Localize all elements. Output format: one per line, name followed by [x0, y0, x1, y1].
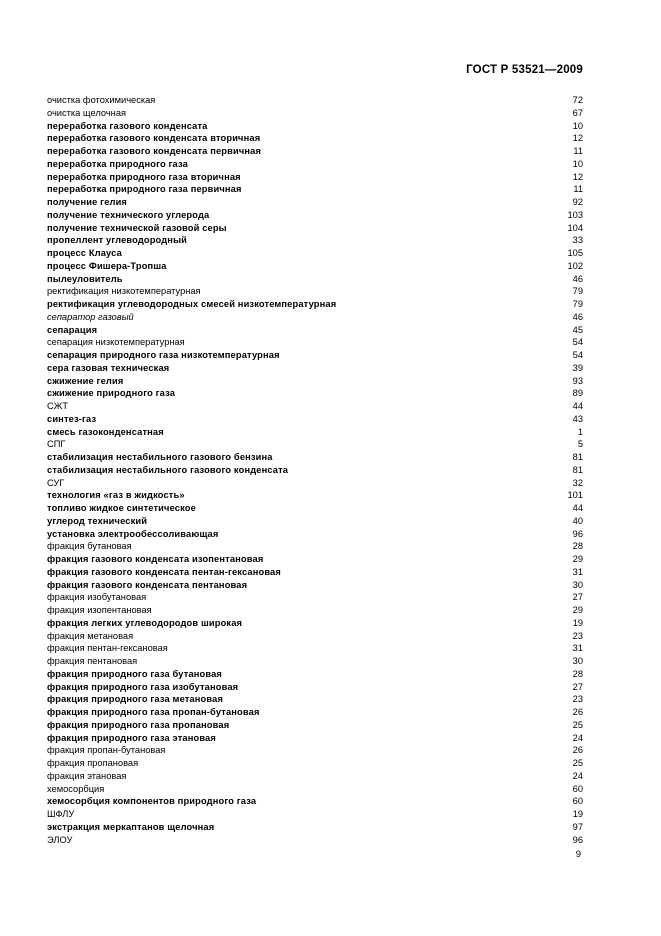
index-page-ref: 103 [567, 209, 583, 220]
index-entry [47, 553, 583, 566]
index-entry [47, 94, 583, 107]
index-entry [47, 706, 583, 719]
index-entry [47, 158, 583, 171]
index-entry [47, 821, 583, 834]
index-term: сепарация [47, 324, 98, 335]
index-term: фракция природного газа пропан-бутановая [47, 707, 260, 717]
index-entry [47, 668, 583, 681]
index-entry [47, 783, 583, 796]
index-page-ref: 10 [572, 158, 583, 169]
index-entry [47, 540, 583, 553]
index-term: стабилизация нестабильного газового бензина [47, 452, 273, 462]
index-page-ref: 10 [572, 120, 583, 131]
index-term: фракция природного газа метановая [47, 694, 224, 705]
index-page-ref: 30 [572, 579, 583, 590]
index-page-ref: 26 [572, 745, 583, 756]
index-term: фракция пропановая [47, 758, 139, 768]
index-term: смесь газоконденсатная [47, 426, 164, 437]
index-entry [47, 132, 583, 145]
index-page-ref: 12 [572, 171, 583, 182]
index-term: процесс Клауса [47, 248, 122, 258]
index-term: сжижение природного газа [47, 388, 176, 399]
index-term: пылеуловитель [47, 273, 123, 284]
index-entry [47, 477, 583, 490]
index-entry [47, 375, 583, 388]
index-term: фракция газового конденсата изопентановая [47, 554, 264, 564]
index-term: переработка газового конденсата вторичная [47, 133, 261, 144]
index-page-ref: 46 [572, 273, 583, 284]
index-entry [47, 579, 583, 592]
index-page-ref: 89 [572, 388, 583, 399]
index-term: фракция газового конденсата пентан-гексановая [47, 566, 281, 577]
index-page-ref: 23 [572, 630, 583, 641]
index-page-ref: 28 [572, 541, 583, 552]
document-header: ГОСТ Р 53521—2009 [466, 64, 583, 76]
index-entry [47, 451, 583, 464]
index-page-ref: 101 [567, 490, 583, 501]
index-term: экстракция меркаптанов щелочная [47, 821, 215, 832]
index-term: фракция природного газа этановая [47, 732, 216, 743]
index-term: фракция природного газа пропановая [47, 719, 230, 730]
index-page-ref: 102 [567, 260, 583, 271]
index-entry [47, 681, 583, 694]
index-page-ref: 54 [572, 337, 583, 348]
index-term: фракция бутановая [47, 541, 132, 552]
index-entry [47, 795, 583, 808]
page-number: 9 [575, 849, 581, 860]
index-entry [47, 808, 583, 821]
index-term: фракция пентановая [47, 656, 138, 666]
index-page-ref: 60 [572, 796, 583, 807]
index-page-ref: 27 [572, 592, 583, 603]
index-entry [47, 311, 583, 324]
index-term: сепарация низкотемпературная [47, 337, 185, 348]
index-term: фракция изобутановая [47, 592, 147, 603]
index-page-ref: 12 [572, 133, 583, 144]
index-page-ref: 26 [572, 707, 583, 717]
index-entry [47, 324, 583, 337]
index-page-ref: 28 [572, 668, 583, 679]
index-term: ректификация углеводородных смесей низкотемпературная [47, 299, 337, 309]
index-page-ref: 23 [572, 694, 583, 705]
index-page-ref: 33 [572, 235, 583, 246]
index-entry [47, 171, 583, 184]
index-term: получение гелия [47, 197, 128, 207]
index-entry [47, 591, 583, 604]
index-term: переработка природного газа вторичная [47, 171, 241, 182]
index-entry [47, 528, 583, 541]
index-term: хемосорбция компонентов природного газа [47, 796, 257, 807]
index-term: фракция изопентановая [47, 605, 152, 615]
index-page-ref: 1 [577, 426, 583, 437]
index-page-ref: 29 [572, 554, 583, 564]
index-term: переработка природного газа первичная [47, 184, 242, 195]
index-entry [47, 400, 583, 413]
index-page-ref: 81 [572, 452, 583, 462]
index-entry [47, 183, 583, 196]
index-term: фракция пропан-бутановая [47, 745, 166, 756]
index-page-ref: 67 [572, 107, 583, 118]
index-term: сжижение гелия [47, 375, 124, 386]
index-page-ref: 32 [572, 477, 583, 488]
index-entry [47, 438, 583, 451]
index-term: СЖТ [47, 401, 69, 411]
index-term: хемосорбция [47, 783, 105, 794]
index-term: переработка газового конденсата [47, 120, 208, 131]
index-page-ref: 19 [572, 809, 583, 819]
index-page-ref: 30 [572, 656, 583, 666]
index-term: СПГ [47, 439, 66, 450]
index-page-ref: 96 [572, 528, 583, 539]
index-page-ref: 79 [572, 299, 583, 309]
index-term: стабилизация нестабильного газового конденсата [47, 464, 289, 475]
index-page-ref: 5 [577, 439, 583, 450]
index-page-ref: 54 [572, 350, 583, 360]
index-term: сепаратор газовый [47, 311, 134, 322]
index-page-ref: 93 [572, 375, 583, 386]
index-term: процесс Фишера-Тропша [47, 260, 167, 271]
index-page-ref: 24 [572, 732, 583, 743]
index-page-ref: 45 [572, 324, 583, 335]
index-entry [47, 336, 583, 349]
index-page-ref: 31 [572, 643, 583, 654]
index-entry [47, 630, 583, 643]
index-entry [47, 834, 583, 847]
index-entry [47, 604, 583, 617]
index-entry [47, 655, 583, 668]
index-page-ref: 25 [572, 719, 583, 730]
index-entry [47, 285, 583, 298]
index-term: сера газовая техническая [47, 362, 170, 373]
index-entry [47, 464, 583, 477]
index-term: фракция метановая [47, 630, 134, 641]
index-term: переработка природного газа [47, 158, 188, 169]
index-entry [47, 744, 583, 757]
index-entry [47, 298, 583, 311]
index-page-ref: 104 [567, 222, 583, 233]
index-entry [47, 719, 583, 732]
index-page-ref: 44 [572, 503, 583, 513]
index-entry [47, 502, 583, 515]
index-entry [47, 247, 583, 260]
index-page-ref: 44 [572, 401, 583, 411]
index-term: синтез-газ [47, 413, 97, 424]
index-page-ref: 11 [573, 146, 583, 156]
index-term: получение технической газовой серы [47, 222, 227, 233]
index-page-ref: 105 [567, 248, 583, 258]
index-page-ref: 79 [572, 286, 583, 297]
index-term: ЭЛОУ [47, 834, 73, 845]
index-entry [47, 413, 583, 426]
index-term: получение технического углерода [47, 209, 210, 220]
index-term: фракция пентан-гексановая [47, 643, 168, 654]
index-term: переработка газового конденсата первичная [47, 146, 262, 156]
index-page-ref: 81 [572, 464, 583, 475]
index-term: ректификация низкотемпературная [47, 286, 201, 297]
index-term: углерод технический [47, 515, 148, 526]
index-page-ref: 46 [572, 311, 583, 322]
index-page-ref: 40 [572, 515, 583, 526]
index-entry [47, 349, 583, 362]
index-entry [47, 362, 583, 375]
index-entry [47, 732, 583, 745]
index-page-ref: 11 [573, 184, 583, 195]
index-entry [47, 234, 583, 247]
index-term: фракция легких углеводородов широкая [47, 617, 243, 628]
index-page-ref: 72 [572, 95, 583, 105]
index-term: пропеллент углеводородный [47, 235, 188, 246]
index-term: технология «газ в жидкость» [47, 490, 185, 501]
index-page-ref: 27 [572, 681, 583, 692]
index-entry [47, 273, 583, 286]
index-term: фракция газового конденсата пентановая [47, 579, 248, 590]
index-entry [47, 387, 583, 400]
index-entry [47, 770, 583, 783]
index-term: СУГ [47, 477, 65, 488]
index-entry [47, 196, 583, 209]
index-term: очистка щелочная [47, 107, 127, 118]
index-entry [47, 120, 583, 133]
index-page-ref: 24 [572, 770, 583, 781]
index-page-ref: 60 [572, 783, 583, 794]
index-entry [47, 693, 583, 706]
index-term: фракция этановая [47, 770, 127, 781]
index-term: фракция природного газа изобутановая [47, 681, 239, 692]
index-term: установка электрообессоливающая [47, 528, 219, 539]
index-entry [47, 489, 583, 502]
index-term: ШФЛУ [47, 809, 75, 819]
index-term: топливо жидкое синтетическое [47, 503, 196, 513]
index-entry [47, 222, 583, 235]
index-page-ref: 97 [572, 821, 583, 832]
index-entry [47, 515, 583, 528]
index-page-ref: 43 [572, 413, 583, 424]
index-entry [47, 426, 583, 439]
index-entry [47, 566, 583, 579]
index-term: сепарация природного газа низкотемпературная [47, 350, 280, 360]
index-page-ref: 92 [572, 197, 583, 207]
index-page-ref: 29 [572, 605, 583, 615]
index-entry [47, 617, 583, 630]
alphabetical-index [47, 94, 583, 846]
index-page-ref: 25 [572, 758, 583, 768]
index-entry [47, 145, 583, 158]
index-page-ref: 31 [572, 566, 583, 577]
index-entry [47, 209, 583, 222]
index-term: очистка фотохимическая [47, 95, 156, 105]
index-entry [47, 757, 583, 770]
index-page-ref: 19 [572, 617, 583, 628]
index-page-ref: 39 [572, 362, 583, 373]
index-term: фракция природного газа бутановая [47, 668, 222, 679]
index-entry [47, 107, 583, 120]
index-page-ref: 96 [572, 834, 583, 845]
index-entry [47, 642, 583, 655]
index-entry [47, 260, 583, 273]
